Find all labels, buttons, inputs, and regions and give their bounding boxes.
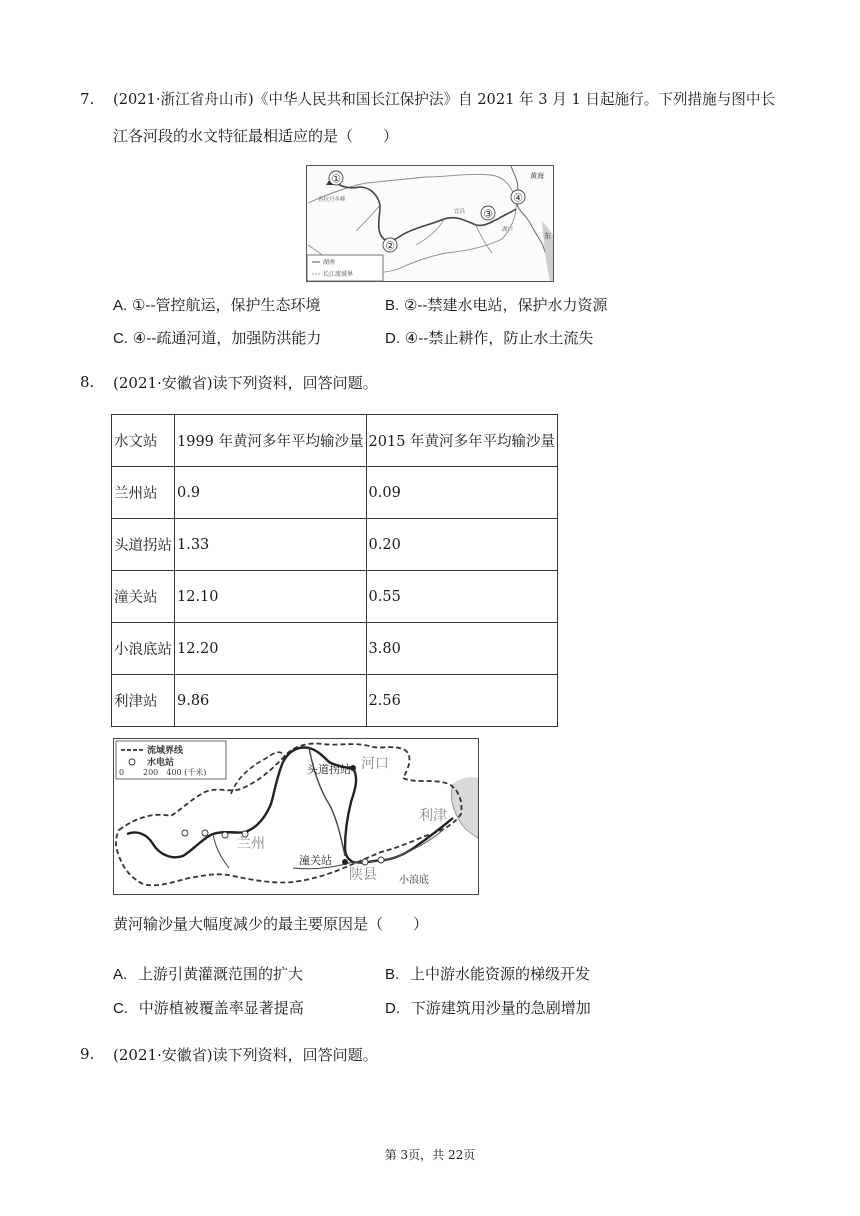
- map-marker-4: ④: [513, 191, 523, 205]
- q8-option-c[interactable]: [113, 997, 304, 1018]
- table-row: [112, 467, 558, 519]
- sediment-data-table: [111, 414, 558, 727]
- table-cell: 小浪底站: [112, 623, 175, 675]
- table-cell: 0.09: [366, 467, 558, 519]
- q8-option-b-text: 上中游水能资源的梯级开发: [409, 965, 590, 983]
- map-label-toudaoguai: 头道拐站: [307, 763, 351, 776]
- map-legend-line2: 长江流域界: [323, 271, 354, 278]
- page-footer: 第 3页，共 22页: [384, 1148, 476, 1162]
- map-marker-3: ③: [483, 207, 493, 221]
- table-row: [112, 623, 558, 675]
- table-row: [112, 519, 558, 571]
- q8-option-a-text: 上游引黄灌溉范围的扩大: [137, 965, 303, 983]
- table-cell: 潼关站: [112, 571, 175, 623]
- map-place-1: 各拉丹冬峰: [318, 197, 346, 203]
- q8-option-d[interactable]: [385, 997, 591, 1018]
- map-legend-station: 水电站: [147, 758, 175, 768]
- map-label-tongguan: 潼关站: [299, 854, 332, 867]
- map-scale: 200 400 (千米): [143, 768, 207, 777]
- question-8-intro: (2021·安徽省)读下列资料，回答问题。: [113, 374, 378, 392]
- question-7-number: 7.: [80, 90, 95, 108]
- q8-option-c-text: 中游植被覆盖率显著提高: [138, 999, 304, 1017]
- table-cell: 12.20: [175, 623, 367, 675]
- map-label-xiaolangdi: 小浪底: [399, 875, 429, 886]
- q8-option-a[interactable]: [113, 963, 303, 984]
- table-cell: 0.55: [366, 571, 558, 623]
- q7-option-b[interactable]: [385, 294, 608, 315]
- map-sea-label: 黄海: [530, 172, 544, 180]
- table-cell: 3.80: [366, 623, 558, 675]
- map-marker-2: ②: [385, 239, 395, 253]
- q8-option-a-letter: A.: [113, 966, 128, 983]
- q7-option-d-text: ④--禁止耕作，防止水土流失: [404, 329, 594, 347]
- table-cell: 1.33: [175, 519, 367, 571]
- question-7-stem-line2: 江各河段的水文特征最相适应的是（ ）: [113, 127, 399, 145]
- table-cell: 头道拐站: [112, 519, 175, 571]
- map-place-3: 湖口: [502, 227, 514, 233]
- q8-option-d-text: 下游建筑用沙量的急剧增加: [410, 999, 591, 1017]
- q7-option-d-letter: D.: [385, 330, 400, 347]
- q7-option-b-text: ②--禁建水电站，保护水力资源: [403, 296, 608, 314]
- q7-option-a-letter: A.: [113, 297, 128, 314]
- q7-option-c[interactable]: [113, 327, 321, 348]
- table-cell: 12.10: [175, 571, 367, 623]
- map-label-shaan: 陕县: [349, 867, 377, 883]
- question-9-number: 9.: [80, 1045, 95, 1063]
- yangtze-river-map: [306, 165, 554, 282]
- question-9-intro: (2021·安徽省)读下列资料，回答问题。: [113, 1046, 378, 1064]
- q8-option-d-letter: D.: [385, 1000, 400, 1017]
- table-cell: 兰州站: [112, 467, 175, 519]
- map-east-label: 东: [544, 232, 551, 240]
- q8-option-c-letter: C.: [113, 1000, 128, 1017]
- map-label-hekou: 河口: [361, 756, 389, 772]
- q7-option-c-letter: C.: [113, 330, 128, 347]
- table-header-cell: 2015 年黄河多年平均输沙量: [366, 415, 558, 467]
- map-marker-1: ①: [331, 172, 341, 186]
- table-cell: 0.20: [366, 519, 558, 571]
- table-header-row: [112, 415, 558, 467]
- q8-option-b[interactable]: [385, 963, 590, 984]
- table-header-cell: 水文站: [112, 415, 175, 467]
- table-cell: 2.56: [366, 675, 558, 727]
- table-header-cell: 1999 年黄河多年平均输沙量: [175, 415, 367, 467]
- q7-option-d[interactable]: [385, 327, 593, 348]
- map-label-lijin: 利津: [419, 808, 447, 824]
- question-7-stem-line1: (2021·浙江省舟山市)《中华人民共和国长江保护法》自 2021 年 3 月 1 日起施行。下列措施与图中长: [113, 91, 776, 108]
- question-8-stem: 黄河输沙量大幅度减少的最主要原因是（ ）: [113, 915, 429, 933]
- question-8-number: 8.: [80, 373, 95, 391]
- map-legend-line1: 湖南: [323, 259, 336, 266]
- table-cell: 9.86: [175, 675, 367, 727]
- table-row: [112, 675, 558, 727]
- yangtze-map-svg: [306, 165, 554, 282]
- yellow-river-map: [113, 738, 479, 895]
- q7-option-b-letter: B.: [385, 297, 400, 314]
- map-place-2: 宜昌: [454, 209, 466, 215]
- q7-option-c-text: ④--疏通河道，加强防洪能力: [132, 329, 322, 347]
- table-cell: 0.9: [175, 467, 367, 519]
- map-legend-boundary: 流域界线: [147, 746, 184, 756]
- map-scale-zero: 0: [119, 768, 125, 777]
- table-row: [112, 571, 558, 623]
- q7-option-a-text: ①--管控航运，保护生态环境: [131, 296, 321, 314]
- q7-option-a[interactable]: [113, 294, 321, 315]
- table-cell: 利津站: [112, 675, 175, 727]
- q8-option-b-letter: B.: [385, 966, 400, 983]
- map-label-lanzhou: 兰州: [237, 836, 265, 852]
- yellow-river-map-svg: [113, 738, 479, 895]
